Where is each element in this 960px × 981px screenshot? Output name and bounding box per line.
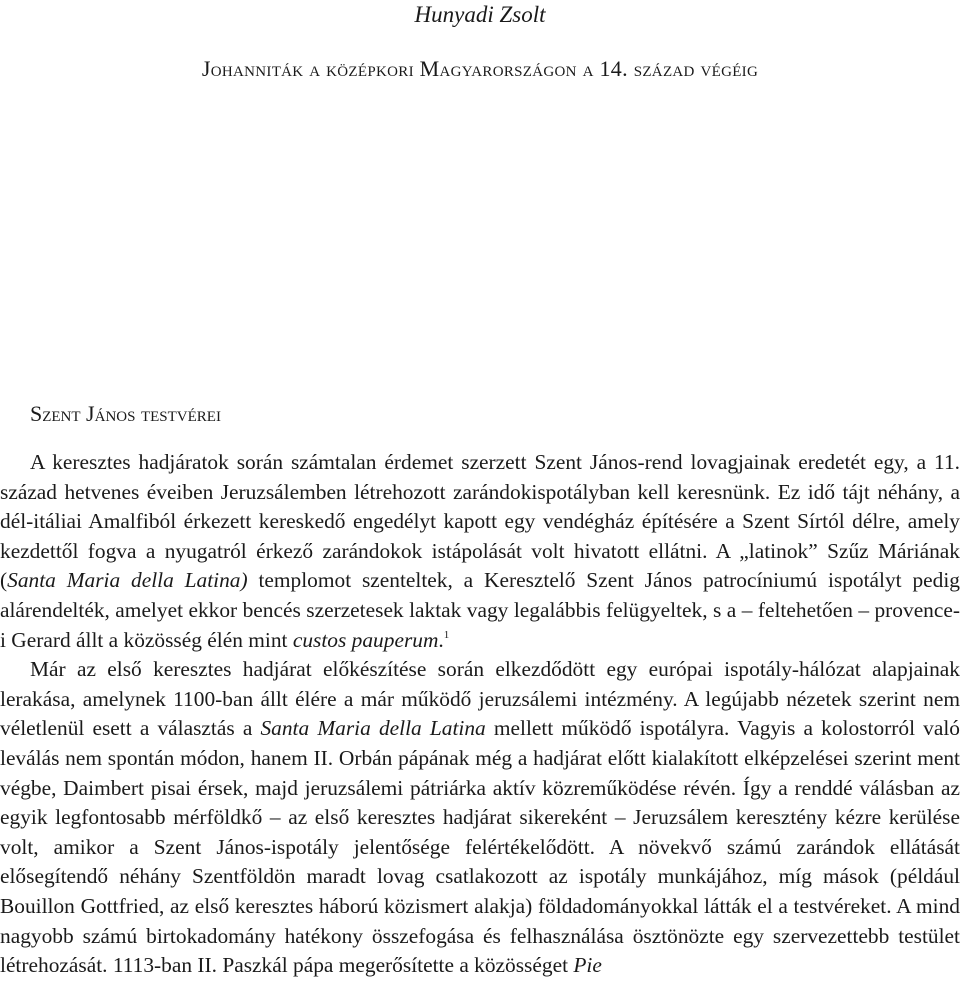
footnote-marker[interactable]: 1 (443, 628, 450, 641)
article-body (0, 448, 960, 981)
paragraph-1 (0, 448, 960, 655)
paragraph-1-italic-b: custos pauperum (292, 627, 439, 652)
author-name: Hunyadi Zsolt (414, 2, 546, 27)
section-heading: Szent János testvérei (30, 401, 221, 426)
paragraph-2-text-a: Már az első keresztes hadjárat előkészítése során elkezdődött egy európai ispotály-hálózat alapjainak lerakása, amelynek 1100-ban állt élére a már működő jeruzsálemi intézmény. A legújabb nézetek szerint nem véletlenül esett a választás a (0, 657, 960, 741)
paragraph-1-text-a: A keresztes hadjáratok során számtalan érdemet szerzett Szent János-rend lovagjainak eredetét egy, a 11. század hetvenes éveiben Jeruzsálemben létrehozott zarándokispotályban kell keresnünk. Ez idő tájt néhány, a dél-itáliai Amalfiból érkezett kereskedő engedélyt kapott egy vendégház építésére a Szent Sírtól délre, amely kezdettől fogva a nyugatról érkező zarándokok istápolását volt hivatott ellátni. A „latinok” Szűz Máriának ( (0, 450, 960, 593)
paragraph-2 (0, 655, 960, 981)
paragraph-1-text-c: . (438, 627, 444, 652)
paragraph-1-text-b: templomot szenteltek, a Keresztelő Szent János patrocíniumú ispotályt pedig alárendelték, amelyet ekkor bencés szerzetesek laktak vagy legalábbis felügyeltek, s a – feltehetően – provence-i Gerard állt a közösség élén mint (0, 568, 960, 652)
paragraph-2-text-b: mellett működő ispotályra. Vagyis a kolostorról való leválás nem spontán módon, hanem II. Orbán pápának még a hadjárat előtt kialakított elképzelései szerint ment végbe, Daimbert pisai érsek, majd jeruzsálemi pátriárka aktív közreműködése révén. Így a renddé válásban az egyik legfontosabb mérföldkő – az első keresztes hadjárat sikereként – Jeruzsálem keresztény kézre kerülése volt, amikor a Szent János-ispotály jelentősége felértékelődött. A növekvő számú zarándok ellátását elősegítendő néhány Szentföldön maradt lovag csatlakozott az ispotály munkájához, míg mások (például Bouillon Gottfried, az első keresztes háború közismert alakja) földadományokkal látták el a testvéreket. A mind nagyobb számú birtokadomány hatékony összefogása és felhasználása ösztönözte egy szervezettebb testület létrehozását. 1113-ban II. Paszkál pápa megerősítette a közösséget (0, 716, 960, 978)
paragraph-2-italic-a: Santa Maria della Latina (260, 716, 486, 741)
paragraph-2-italic-b: Pie (573, 953, 602, 978)
paragraph-1-italic-a: Santa Maria della Latina) (7, 568, 248, 593)
article-title: Johanniták a középkori Magyarországon a 14. század végéig (201, 56, 759, 81)
